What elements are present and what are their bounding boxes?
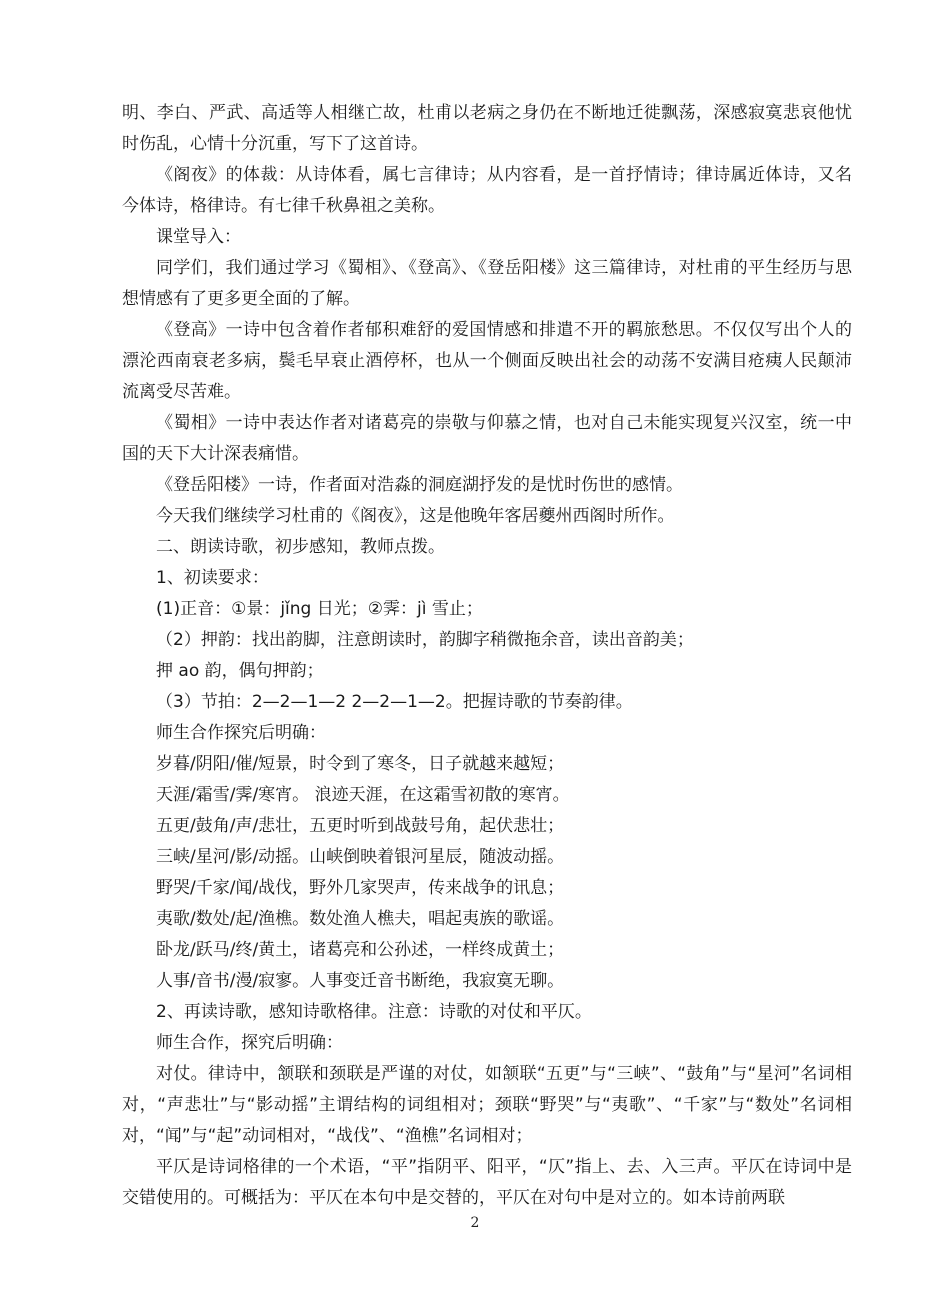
body-paragraph: 今天我们继续学习杜甫的《阁夜》，这是他晚年客居夔州西阁时所作。 [156,506,675,526]
body-paragraph: 平仄是诗词格律的一个术语，“平”指阴平、阳平，“仄”指上、去、入三声。平仄在诗词中是交错使用的。可概括为：平仄在本句中是交替的，平仄在对句中是对立的。如本诗前两联 [122,1157,852,1208]
page-number: 2 [470,1215,480,1231]
body-paragraph: 夷歌/数处/起/渔樵。数处渔人樵夫，唱起夷族的歌谣。 [156,909,565,929]
body-paragraph: 押 ao 韵，偶句押韵； [156,661,324,681]
body-paragraph: 师生合作，探究后明确： [156,1033,343,1053]
body-paragraph: 五更/鼓角/声/悲壮，五更时听到战鼓号角，起伏悲壮； [156,816,565,836]
body-paragraph: 《蜀相》一诗中表达作者对诸葛亮的崇敬与仰慕之情，也对自己未能实现复兴汉室，统一中国的天下大计深表痛惜。 [122,413,852,464]
body-paragraph: 《登岳阳楼》一诗，作者面对浩淼的洞庭湖抒发的是忧时伤世的感情。 [156,475,683,495]
body-paragraph: 《阁夜》的体裁：从诗体看，属七言律诗；从内容看，是一首抒情诗；律诗属近体诗，又名今体诗，格律诗。有七律千秋鼻祖之美称。 [122,165,852,216]
body-paragraph: （2）押韵：找出韵脚，注意朗读时，韵脚字稍微拖余音，读出音韵美； [156,630,694,650]
body-paragraph: 人事/音书/漫/寂寥。人事变迁音书断绝，我寂寞无聊。 [156,971,565,991]
body-paragraph: 1、初读要求： [156,568,269,588]
body-paragraph: 卧龙/跃马/终/黄土，诸葛亮和公孙述，一样终成黄土； [156,940,565,960]
body-paragraph: 2、再读诗歌，感知诗歌格律。注意：诗歌的对仗和平仄。 [156,1002,592,1022]
body-paragraph: 对仗。律诗中，颔联和颈联是严谨的对仗，如颔联“五更”与“三峡”、“鼓角”与“星河”名词相对，“声悲壮”与“影动摇”主谓结构的词组相对；颈联“野哭”与“夷歌”、“千家”与“数处”名词相对，“闻”与“起”动词相对，“战伐”、“渔樵”名词相对； [122,1064,852,1146]
body-paragraph: 野哭/千家/闻/战伐，野外几家哭声，传来战争的讯息； [156,878,565,898]
body-paragraph: 同学们，我们通过学习《蜀相》、《登高》、《登岳阳楼》这三篇律诗，对杜甫的平生经历与思想情感有了更多更全面的了解。 [122,258,852,309]
body-paragraph: （3）节拍：2—2—1—2 2—2—1—2。把握诗歌的节奏韵律。 [156,692,633,712]
body-paragraph: 课堂导入： [156,227,241,247]
document-body [122,98,852,1214]
body-paragraph: 天涯/霜雪/霁/寒宵。 浪迹天涯，在这霜雪初散的寒宵。 [156,785,570,805]
body-paragraph: (1)正音：①景：jǐng 日光；②霁：jì 雪止； [156,599,483,619]
body-paragraph: 三峡/星河/影/动摇。山峡倒映着银河星辰，随波动摇。 [156,847,565,867]
body-paragraph: 岁暮/阴阳/催/短景，时令到了寒冬，日子就越来越短； [156,754,565,774]
body-paragraph: 明、李白、严武、高适等人相继亡故，杜甫以老病之身仍在不断地迁徙飘荡，深感寂寞悲哀他忧时伤乱，心情十分沉重，写下了这首诗。 [122,103,852,154]
body-paragraph: 二、朗读诗歌，初步感知，教师点拨。 [156,537,445,557]
body-paragraph: 师生合作探究后明确： [156,723,326,743]
body-paragraph: 《登高》一诗中包含着作者郁积难舒的爱国情感和排遣不开的羁旅愁思。不仅仅写出个人的漂沦西南衰老多病，鬓毛早衰止酒停杯，也从一个侧面反映出社会的动荡不安满目疮痍人民颠沛流离受尽苦难。 [122,320,852,402]
